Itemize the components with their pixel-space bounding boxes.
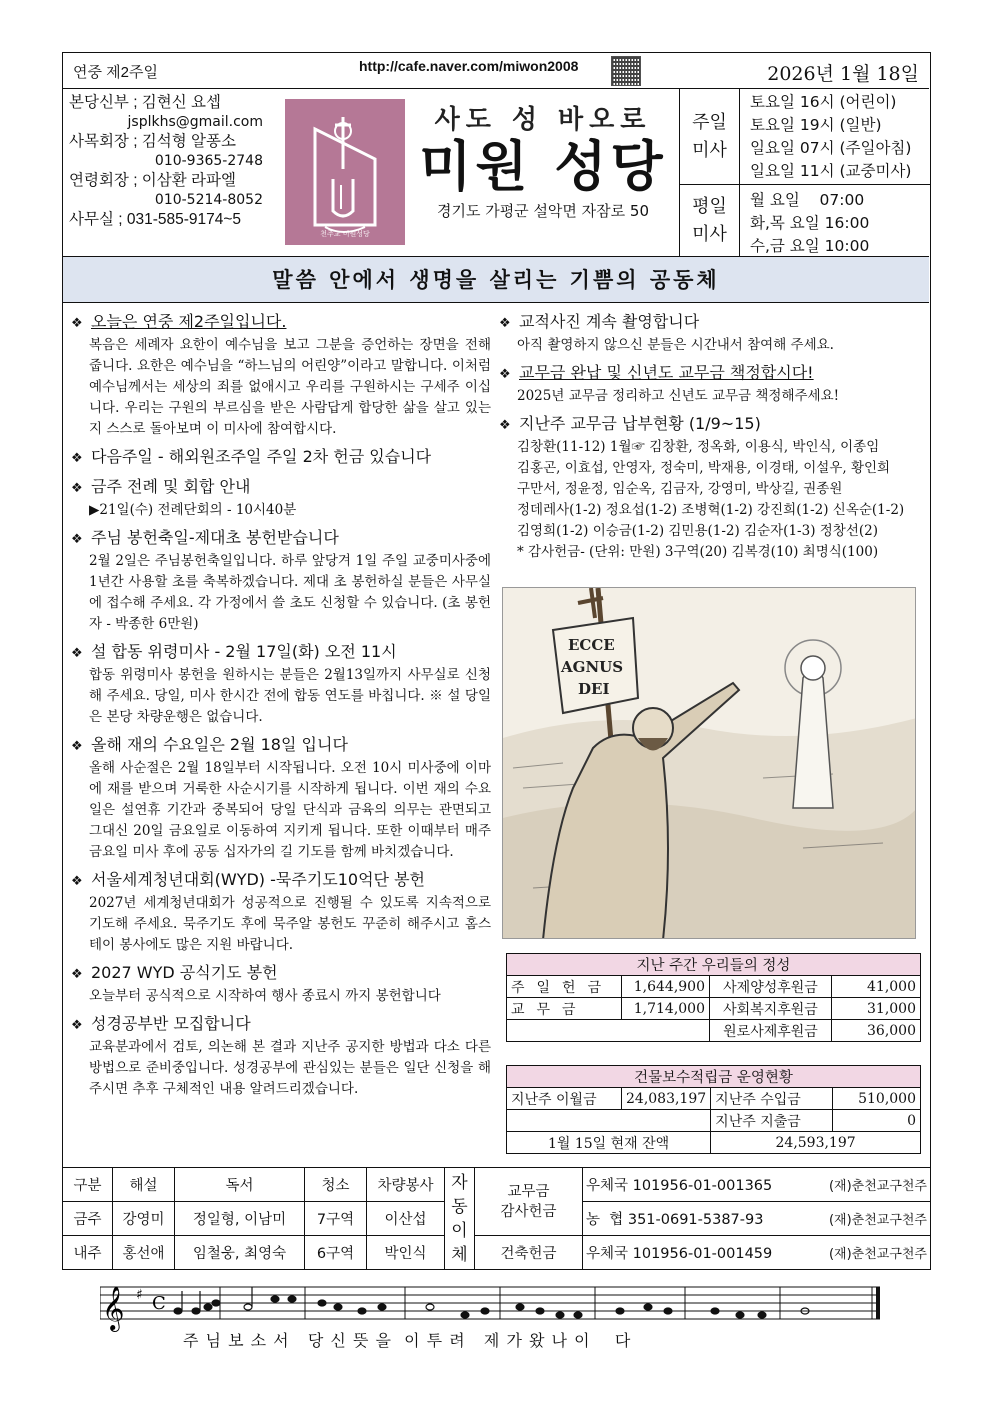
church-name: 미원 성당 (419, 135, 667, 198)
duty-cell: 임철웅, 최영숙 (175, 1236, 305, 1270)
dues-line: 김영희(1-2) 이승금(1-2) 김민용(1-2) 김순자(1-3) 정창선(2) (517, 523, 878, 539)
notice-title (71, 527, 491, 551)
weekday-mass-time: 수,금 요일 10:00 (750, 237, 870, 255)
sharp-icon: ♯ (136, 1287, 143, 1303)
diamond-bullet-icon: ❖ (499, 367, 511, 382)
notice-body: 오늘부터 공식적으로 시작하여 행사 종료시 까지 봉헌합니다 (89, 988, 441, 1004)
notice-title (499, 413, 924, 437)
clergy-contacts (63, 89, 273, 257)
dues-line: 김창환(11-12) 1월☞ 김창환, 정옥화, 이용식, 박인식, 이종임 (517, 439, 880, 455)
logo-caption: 천주교 미원성당 (320, 230, 370, 238)
notice-title (71, 476, 491, 500)
duty-cell: 홍선애 (113, 1236, 175, 1270)
sunday-mass-time: 토요일 16시 (어린이) (750, 93, 897, 111)
notice-item (499, 413, 924, 563)
account-number: 우체국 101956-01-001365 (583, 1168, 809, 1202)
weekday-mass-label-2: 미사 (692, 224, 727, 245)
diamond-bullet-icon: ❖ (71, 316, 83, 331)
diamond-bullet-icon: ❖ (71, 451, 83, 466)
parish-motto: 말씀 안에서 생명을 살리는 기쁨의 공동체 (63, 257, 929, 303)
diamond-bullet-icon: ❖ (499, 316, 511, 331)
notice-title-text: 금주 전례 및 회합 안내 (91, 477, 251, 496)
account-number: 우체국 101956-01-001459 (583, 1236, 809, 1270)
banner-text-agnus: AGNUS (561, 658, 624, 676)
dues-line: 구만서, 정윤정, 임순옥, 김금자, 강영미, 박상길, 권종원 (517, 481, 843, 497)
duty-cell: 강영미 (113, 1202, 175, 1236)
top-bar (63, 53, 929, 89)
offering-title: 지난 주간 우리들의 정성 (507, 954, 921, 976)
notice-item (71, 476, 491, 521)
duty-header: 해설 (113, 1168, 175, 1202)
offering-label: 사제양성후원금 (710, 976, 832, 998)
notice-item (499, 362, 924, 407)
building-balance-label: 1월 15일 현재 잔액 (507, 1132, 711, 1154)
notice-body: 2월 2일은 주님봉헌축일입니다. 하루 앞당겨 1일 주일 교중미사중에 1년간 사용할 초를 축복하겠습니다. 제대 초 봉헌하실 분들은 사무실에 접수해 주세요. 각 가정에서 쓸 초도 신청할 수 있습니다. (초 봉헌자 - 박종한 6만원) (89, 553, 491, 632)
offering-label: 원로사제후원금 (710, 1020, 832, 1042)
liturgical-day: 연중 제2주일 (73, 64, 158, 81)
duty-header: 청소 (305, 1168, 367, 1202)
church-patron: 사도 성 바오로 (434, 105, 652, 135)
account-number: 농 협 351-0691-5387-93 (583, 1202, 809, 1236)
building-fund-title: 건물보수적립금 운영현황 (507, 1066, 921, 1088)
dues-list (499, 437, 924, 563)
diamond-bullet-icon: ❖ (71, 646, 83, 661)
offering-value: 41,000 (832, 976, 921, 998)
building-empty (507, 1110, 711, 1132)
sunday-mass-time: 토요일 19시 (일반) (750, 116, 882, 134)
diamond-bullet-icon: ❖ (499, 418, 511, 433)
pastor-line: 본당신부 ; 김현신 요셉 (69, 94, 221, 111)
account-label: 교무금 감사헌금 (475, 1168, 583, 1236)
offering-value: 1,644,900 (622, 976, 710, 998)
duty-cell: 박인식 (367, 1236, 445, 1270)
notice-title-text: 2027 WYD 공식기도 봉헌 (91, 963, 278, 982)
dues-line: 정데레사(1-2) 정요섭(1-2) 조병혁(1-2) 강진희(1-2) 신옥순(1-2) (517, 502, 905, 518)
offering-value: 31,000 (832, 998, 921, 1020)
notice-title (71, 962, 491, 986)
offering-empty (507, 1020, 710, 1042)
left-notices (71, 311, 491, 1106)
notice-title-text: 설 합동 위령미사 - 2월 17일(화) 오전 11시 (91, 642, 397, 661)
notice-item (71, 962, 491, 1007)
church-address: 경기도 가평군 설악면 자잠로 50 (436, 202, 650, 220)
notice-body: 복음은 세례자 요한이 예수님을 보고 그분을 증언하는 장면을 전해 줍니다. 요한은 예수님을 “하느님의 어린양”이라고 말합니다. 이처럼 예수님께서는 세상의 죄를 없애시고 우리를 구원하시는 구세주 이십니다. 우리는 구원의 부르심을 받은 사람답게 합당한 삶을 살고 있는지 스스로 돌아보며 이 미사에 참여합시다. (89, 337, 491, 437)
diamond-bullet-icon: ❖ (71, 1018, 83, 1033)
notice-title-text: 오늘은 연중 제2주일입니다. (91, 312, 287, 331)
notice-title-text: 올해 재의 수요일은 2월 18일 입니다 (91, 735, 348, 754)
notice-item (71, 527, 491, 635)
duty-cell: 내주 (63, 1236, 113, 1270)
offering-table (506, 953, 921, 1042)
banner-text-dei: DEI (578, 680, 610, 698)
building-label: 지난주 지출금 (711, 1110, 833, 1132)
qr-code-icon (611, 56, 641, 86)
funeral-head-line: 연령회장 ; 이삼환 라파엘 (69, 172, 236, 189)
church-logo-icon (285, 99, 405, 245)
duty-roster-table (62, 1167, 931, 1270)
notice-title-text: 교적사진 계속 촬영합니다 (519, 312, 700, 331)
sunday-mass-block (680, 89, 930, 185)
duty-cell: 이산섭 (367, 1202, 445, 1236)
notice-title (499, 362, 924, 386)
weekday-mass-times (750, 189, 869, 258)
offering-value: 1,714,000 (622, 998, 710, 1020)
notice-body: 2025년 교무금 정리하고 신년도 교무금 책정해주세요! (517, 388, 840, 404)
offering-label: 주일헌금 (507, 976, 622, 998)
diamond-bullet-icon: ❖ (71, 739, 83, 754)
notice-body: 2027년 세계청년대회가 성공적으로 진행될 수 있도록 지속적으로 기도해 주세요. 묵주기도 후에 묵주알 봉헌도 꾸준히 해주시고 홈스테이 봉사에도 많은 지원 바랍니다. (89, 895, 491, 953)
cafe-url-link[interactable]: http://cafe.naver.com/miwon2008 (359, 58, 579, 74)
duty-cell: 정일형, 이남미 (175, 1202, 305, 1236)
duty-header: 차량봉사 (367, 1168, 445, 1202)
sunday-mass-time: 일요일 07시 (주일아침) (750, 139, 912, 157)
notice-title-text: 서울세계청년대회(WYD) -묵주기도10억단 봉헌 (91, 870, 425, 889)
offering-label: 사회복지후원금 (710, 998, 832, 1020)
account-owner: (재)춘천교구천주 (808, 1236, 930, 1270)
common-time-icon: C (152, 1293, 166, 1314)
notice-item (71, 734, 491, 863)
notice-body: 합동 위령미사 봉헌을 원하시는 분들은 2월13일까지 사무실로 신청해 주세요. 당일, 미사 한시간 전에 합동 연도를 바칩니다. ※ 설 당일은 본당 차량운행은 없습니다. (89, 667, 491, 725)
notice-title-text: 주님 봉헌축일-제대초 봉헌받습니다 (91, 528, 339, 547)
notice-item (71, 641, 491, 728)
john-baptist-illustration (502, 587, 916, 939)
sunday-mass-label-2: 미사 (692, 139, 727, 161)
weekday-mass-time: 화,목 요일 16:00 (750, 214, 870, 232)
pastor-email[interactable]: jsplkhs@gmail.com (127, 114, 263, 130)
sunday-mass-label (680, 89, 740, 184)
notice-title (71, 641, 491, 665)
notice-item (499, 311, 924, 356)
building-value: 24,083,197 (622, 1088, 711, 1110)
notice-item (71, 311, 491, 440)
notice-body: 교육분과에서 검토, 의논해 본 결과 지난주 공지한 방법과 다소 다른 방법으로 준비중입니다. 성경공부에 관심있는 분들은 일단 신청을 해주시면 추후 구체적인 내용 알려드리겠습니다. (89, 1039, 491, 1097)
office-phone-line: 사무실 ; 031-585-9174~5 (69, 211, 242, 228)
notice-title (71, 446, 491, 470)
duty-cell: 6구역 (305, 1236, 367, 1270)
notice-item (71, 869, 491, 956)
auto-transfer-label: 자동이체 (445, 1168, 475, 1270)
notice-body: 올해 사순절은 2월 18일부터 시작됩니다. 오전 10시 미사중에 이마에 재를 받으며 거룩한 사순시기를 시작하게 됩니다. 이번 재의 수요일은 설연휴 기간과 중복되어 당일 단식과 금육의 의무는 관면되고 그대신 20일 금요일로 이동하여 지키게 됩니다. 또한 이때부터 매주 금요일 미사 후에 공동 십자가의 길 기도를 함께 바치겠습니다. (89, 760, 491, 860)
duty-header: 구분 (63, 1168, 113, 1202)
notice-title (71, 734, 491, 758)
sunday-mass-times (750, 91, 911, 183)
notice-body: ▶21일(수) 전례단회의 - 10시40분 (89, 502, 297, 518)
weekday-mass-block (680, 185, 930, 257)
duty-header: 독서 (175, 1168, 305, 1202)
sunday-mass-time: 일요일 11시 (교중미사) (750, 162, 912, 180)
right-notices (499, 311, 924, 569)
building-value: 0 (833, 1110, 921, 1132)
funeral-head-phone: 010-5214-8052 (154, 192, 263, 208)
weekday-mass-label-1: 평일 (692, 196, 727, 217)
duty-cell: 금주 (63, 1202, 113, 1236)
notice-item (71, 1013, 491, 1100)
account-label: 건축헌금 (475, 1236, 583, 1270)
notice-title-text: 성경공부반 모집합니다 (91, 1014, 251, 1033)
church-title-block (413, 99, 673, 221)
account-owner: (재)춘천교구천주 (808, 1168, 930, 1202)
church-logo (285, 99, 405, 245)
treble-clef-icon: 𝄞 (102, 1286, 125, 1330)
dues-line: * 감사헌금- (단위: 만원) 3구역(20) 김복경(10) 최명식(100) (517, 544, 879, 560)
council-head-line: 사목회장 ; 김석형 알퐁소 (69, 133, 236, 150)
ecce-agnus-dei-image (503, 588, 916, 939)
offering-label: 교무금 (507, 998, 622, 1020)
building-value: 510,000 (833, 1088, 921, 1110)
weekday-mass-time: 월 요일 07:00 (750, 191, 865, 209)
building-label: 지난주 이월금 (507, 1088, 622, 1110)
diamond-bullet-icon: ❖ (71, 967, 83, 982)
song-lyrics: 주 님 보 소 서 당 신 뜻 을 이 투 려 제 가 왔 나 이 다 (183, 1331, 632, 1350)
mass-schedule (679, 89, 929, 257)
notice-title-text: 다음주일 - 해외원조주일 주일 2차 헌금 있습니다 (91, 447, 432, 466)
notice-body: 아직 촬영하지 않으신 분들은 시간내서 참여해 주세요. (517, 337, 834, 353)
offering-value: 36,000 (832, 1020, 921, 1042)
account-owner: (재)춘천교구천주 (808, 1202, 930, 1236)
bulletin-date: 2026년 1월 18일 (767, 63, 919, 85)
notice-title-text: 교무금 완납 및 신년도 교무금 책정합시다! (519, 363, 814, 382)
council-head-phone: 010-9365-2748 (154, 153, 263, 169)
sunday-mass-label-1: 주일 (692, 111, 727, 133)
diamond-bullet-icon: ❖ (71, 874, 83, 889)
notice-title (71, 1013, 491, 1037)
diamond-bullet-icon: ❖ (71, 481, 83, 496)
header (63, 89, 929, 257)
notice-title-text: 지난주 교무금 납부현황 (1/9~15) (519, 414, 761, 433)
banner-text-ecce: ECCE (568, 636, 615, 654)
building-fund-table (506, 1065, 921, 1154)
notice-title (71, 311, 491, 335)
building-balance-value: 24,593,197 (711, 1132, 921, 1154)
notice-item (71, 446, 491, 470)
duty-cell: 7구역 (305, 1202, 367, 1236)
notice-title (499, 311, 924, 335)
dues-line: 김홍곤, 이효섭, 안영자, 정숙미, 박재용, 이경태, 이설우, 황인희 (517, 460, 891, 476)
notice-title (71, 869, 491, 893)
weekday-mass-label (680, 185, 740, 257)
building-label: 지난주 수입금 (711, 1088, 833, 1110)
diamond-bullet-icon: ❖ (71, 532, 83, 547)
